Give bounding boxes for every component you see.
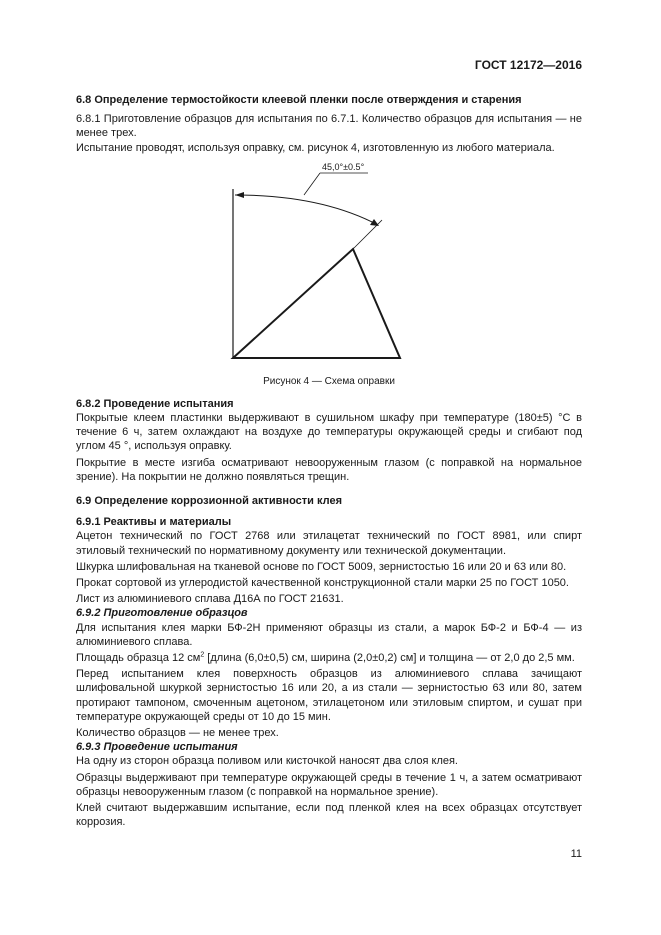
figure-caption: Рисунок 4 — Схема оправки [263, 375, 395, 387]
document-id: ГОСТ 12172—2016 [474, 58, 582, 72]
paragraph: Клей считают выдержавшим испытание, если под пленкой клея на всех образцах отсутствует коррозия. [76, 802, 582, 829]
page-content [76, 93, 582, 830]
paragraph: Шкурка шлифовальная на тканевой основе по ГОСТ 5009, зернистостью 16 или 20 и 63 или 80. [76, 560, 567, 573]
text-area-b: [длина (6,0±0,5) см, ширина (2,0±0,2) см] и толщина — от 2,0 до 2,5 мм. [204, 652, 575, 665]
superscript: 2 [200, 651, 205, 659]
section-6-8-2-heading: 6.8.2 Проведение испытания [76, 397, 234, 410]
mandrel-diagram [76, 159, 582, 381]
paragraph-area [76, 651, 582, 665]
figure-mandrel [76, 159, 582, 397]
page-number: 11 [570, 848, 582, 860]
paragraph: Покрытие в месте изгиба осматривают невооруженным глазом (с поправкой на нормальное зрение). На покрытии не должно появляться трещин. [76, 456, 582, 483]
paragraph: Ацетон технический по ГОСТ 2768 или этилацетат технический по ГОСТ 8981, или спирт этиловый технический по нормативному документу или технической документации. [76, 530, 582, 557]
paragraph: Испытание проводят, используя оправку, см. рисунок 4, изготовленную из любого материала. [76, 141, 555, 154]
paragraph: Для испытания клея марки БФ-2Н применяют образцы из стали, а марок БФ-2 и БФ-4 — из алюминиевого сплава. [76, 621, 582, 648]
paragraph: Прокат сортовой из углеродистой качественной конструкционной стали марки 25 по ГОСТ 1050. [76, 577, 569, 590]
section-6-8-heading: 6.8 Определение термостойкости клеевой пленки после отверждения и старения [76, 94, 522, 106]
paragraph: Перед испытанием клея поверхность образцов из алюминиевого сплава зачищают шлифовальной шкуркой зернистостью 16 или 20, а из стали — зернистостью 63 или 80, затем протирают тампоном, смоченным ацетоном, этилацетоном или этиловым спиртом, и сушат при температуре окружающей среды от 10 до 15 мин. [76, 668, 582, 723]
paragraph: На одну из сторон образца поливом или кисточкой наносят два слоя клея. [76, 755, 458, 768]
paragraph: Образцы выдерживают при температуре окружающей среды в течение 1 ч, а затем осматривают образцы невооруженным глазом (с поправкой на нормальное зрение). [76, 771, 582, 798]
mandrel-triangle [233, 249, 400, 358]
section-6-9-2-heading: 6.9.2 Приготовление образцов [76, 607, 248, 620]
paragraph: Покрытые клеем пластинки выдерживают в сушильном шкафу при температуре (180±5) °С в течение 6 ч, затем охлаждают на воздухе до температуры окружающей среды и сгибают под углом 45 °, используя оправку. [76, 412, 582, 453]
angle-arc [235, 195, 378, 225]
arrow-right-icon [370, 219, 379, 226]
arrow-left-icon [235, 192, 244, 198]
paragraph: Лист из алюминиевого сплава Д16А по ГОСТ 21631. [76, 593, 344, 606]
paragraph: Количество образцов — не менее трех. [76, 727, 279, 740]
angle-label: 45,0°±0.5° [322, 161, 365, 172]
label-leader [304, 173, 320, 195]
section-6-9-heading: 6.9 Определение коррозионной активности клея [76, 495, 342, 508]
section-6-9-1-heading: 6.9.1 Реактивы и материалы [76, 516, 232, 529]
section-6-9-3-heading: 6.9.3 Проведение испытания [76, 741, 238, 754]
extension-line [353, 220, 382, 249]
text-area-a: Площадь образца 12 см [76, 652, 201, 665]
paragraph: 6.8.1 Приготовление образцов для испытания по 6.7.1. Количество образцов для испытания — не менее трех. [76, 113, 582, 140]
